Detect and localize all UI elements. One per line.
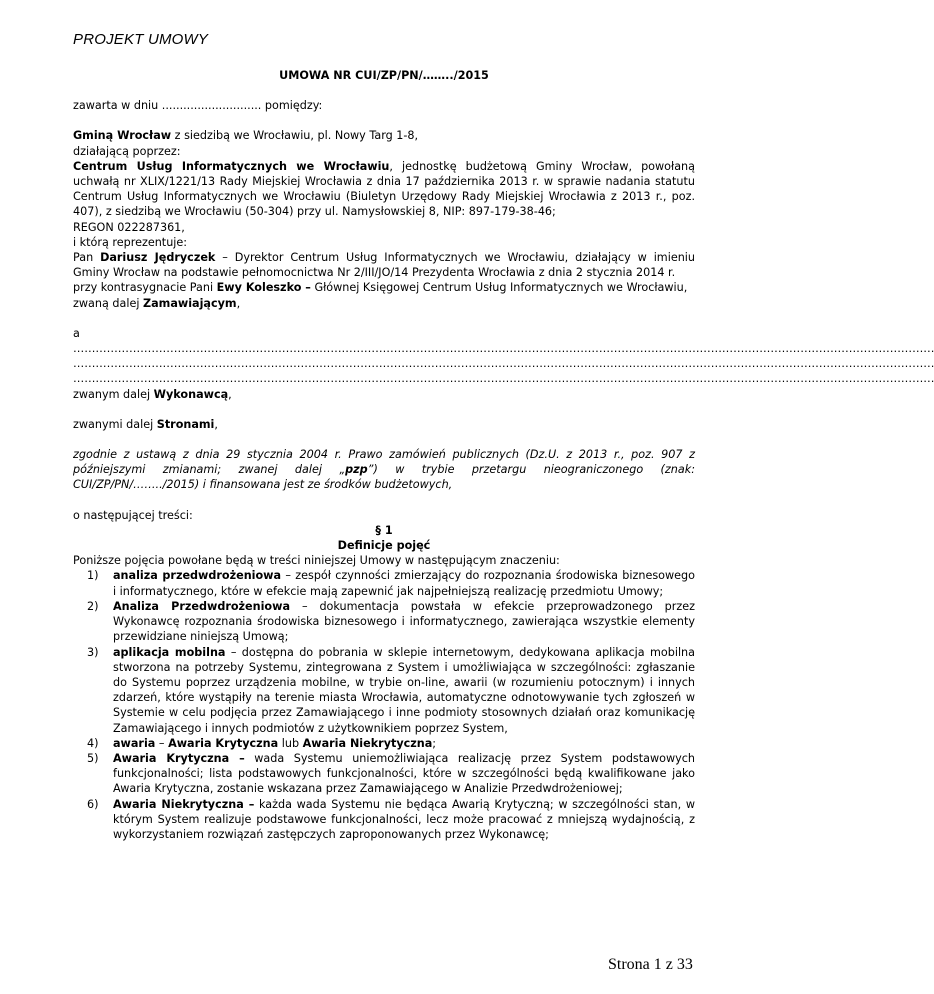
- and-label: a: [73, 326, 80, 340]
- document-body: [73, 68, 934, 842]
- director-name: Dariusz Jędryczek: [100, 251, 216, 265]
- wykonawca-line: zwanym dalej Wykonawcą,: [73, 387, 232, 401]
- blank-line-2: ……………………………………………………………………………………………………………………………………………………………………………………………………………: [73, 357, 934, 371]
- list-item: 1) analiza przedwdrożeniowa – zespół czynności zmierzający do rozpoznania środowiska biznesowego i informatycznego, które w efekcie mają zapewnić jak najpełniejszą realizację przedmiotu Umowy;: [87, 569, 696, 598]
- definitions-intro: Poniższe pojęcia powołane będą w treści niniejszej Umowy w następującym znaczeniu:: [73, 554, 560, 568]
- acting-line: działającą poprzez:: [73, 144, 181, 158]
- regon-line: REGON 022287361,: [73, 220, 185, 234]
- page-header: PROJEKT UMOWY: [73, 31, 209, 48]
- following-line: o następującej treści:: [73, 508, 193, 522]
- countersign-paragraph: przy kontrasygnacie Pani Ewy Koleszko – Głównej Księgowej Centrum Usług Informatycznych we Wrocławiu,: [73, 281, 688, 295]
- list-item: 5) Awaria Krytyczna – wada Systemu uniemożliwiająca realizację przez System podstawowych funkcjonalności; lista podstawowych funkcjonalności, które w szczególności będą kwalifikowane jako Awaria Krytyczna, zostanie wskazana przez Zamawiającego w Analizie Przedwdrożeniowej;: [87, 751, 695, 796]
- list-item: 2) Analiza Przedwdrożeniowa – dokumentacja powstała w efekcie przeprowadzonego przez Wykonawcę rozpoznania środowiska biznesowego i informatycznego, zawierająca wszystkie elementy przewidziane niniejszą Umową;: [87, 599, 695, 644]
- blank-line-3: ……………………………………………………………………………………………………………………………………………………………………………………………………………: [73, 372, 934, 386]
- section-number: § 1: [375, 523, 393, 537]
- blank-line-1: ……………………………………………………………………………………………………………………………………………………………………………………………………………: [73, 342, 934, 356]
- definitions-list: [73, 568, 695, 842]
- page-number: Strona 1 z 33: [608, 956, 693, 973]
- party-gmina: Gminą Wrocław z siedzibą we Wrocławiu, pl. Nowy Targ 1-8,: [73, 129, 419, 143]
- director-paragraph: Pan Dariusz Jędryczek – Dyrektor Centrum Usług Informatycznych we Wrocławiu, działający w imieniu Gminy Wrocław na podstawie pełnomocnictwa Nr 2/III/JO/14 Prezydenta Wrocławia z dnia 2 stycznia 2014 r.: [73, 251, 695, 280]
- party-cui: Centrum Usług Informatycznych we Wrocławiu, jednostkę budżetową Gminy Wrocław, powołaną uchwałą nr XLIX/1221/13 Rady Miejskiej Wrocławia z dnia 17 października 2013 r. w sprawie nadania statutu Centrum Usług Informatycznych we Wrocławiu (Biuletyn Urzędowy Rady Miejskiej Wrocławia z 2013 r., poz. 407), z siedzibą we Wrocławiu (50-304) przy ul. Namysłowskiej 8, NIP: 897-179-38-46;: [73, 159, 695, 219]
- zamawiajacy-line: zwaną dalej Zamawiającym,: [73, 296, 241, 310]
- accountant-name: Ewy Koleszko –: [216, 281, 311, 295]
- cui-name: Centrum Usług Informatycznych we Wrocławiu: [73, 159, 390, 173]
- intro-line: zawarta w dniu ............................ pomiędzy:: [73, 99, 323, 113]
- represented-line: i którą reprezentuje:: [73, 235, 188, 249]
- list-item: 4) awaria – Awaria Krytyczna lub Awaria Niekrytyczna;: [87, 736, 437, 750]
- section-title: Definicje pojęć: [337, 539, 431, 553]
- list-item: 3) aplikacja mobilna – dostępna do pobrania w sklepie internetowym, dedykowana aplikacja mobilna stworzona na potrzeby Systemu, zintegrowana z System i umożliwiająca w szczególności: zgłaszanie do Systemu poprzez urządzenia mobilne, w trybie on-line, awarii (w rozumieniu potocznym) i innych zdarzeń, które wystąpiły na terenie miasta Wrocławia, automatyczne odnotowywanie tych zgłoszeń w Systemie w celu podjęcia przez Zamawiającego i inne podmioty stosownych działań oraz komunikację Zamawiającego i innych podmiotów z użytkownikiem poprzez System,: [87, 645, 696, 735]
- list-item: 6) Awaria Niekrytyczna – każda wada Systemu nie będąca Awarią Krytyczną; w szczególności stan, w którym System realizuje podstawowe funkcjonalności, lecz może pracować z mniejszą wydajnością, z wykorzystaniem rozwiązań zastępczych zaproponowanych przez Wykonawcę;: [87, 797, 695, 841]
- strony-line: zwanymi dalej Stronami,: [73, 417, 218, 431]
- contract-title: UMOWA NR CUI/ZP/PN/……../2015: [279, 69, 489, 82]
- law-paragraph: zgodnie z ustawą z dnia 29 stycznia 2004 r. Prawo zamówień publicznych (Dz.U. z 2013 r., poz. 907 z późniejszymi zmianami; zwanej dalej „pzp”) w trybie przetargu nieograniczonego (znak: CUI/ZP/PN/……../2015) i finansowana jest ze środków budżetowych,: [73, 448, 695, 492]
- gmina-name: Gminą Wrocław: [73, 129, 172, 143]
